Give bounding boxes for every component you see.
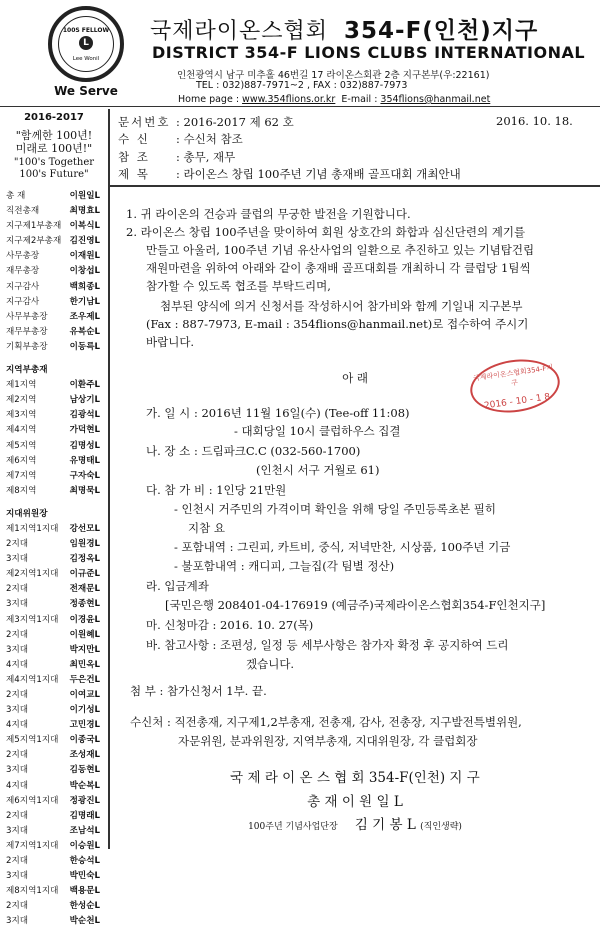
sidebar-name: 박지만L <box>69 644 100 655</box>
sidebar-name: 가덕현L <box>69 425 100 436</box>
sidebar-name: 한성순L <box>69 901 100 912</box>
chair-name: 김 기 봉 L <box>354 817 416 833</box>
item-date: 가. 일 시 : 2016년 11월 16일(수) (Tee-off 11:08) <box>146 406 410 420</box>
sidebar-name: 조남석L <box>69 825 100 836</box>
home-label: Home page : <box>178 94 243 105</box>
sidebar-name: 이종국L <box>69 735 100 746</box>
sidebar-name: 이기성L <box>69 705 100 716</box>
doc-date: 2016. 10. 18. <box>496 114 573 128</box>
zone-row <box>0 854 108 869</box>
sidebar-name: 백희종L <box>69 281 100 292</box>
sidebar-role: 기획부총장 <box>6 341 48 352</box>
sidebar-name: 이승원L <box>69 840 100 851</box>
zone-row <box>0 869 108 884</box>
paragraph-2-line6: (Fax : 887-7973, E-mail : 354flions@hanmail.net)로 접수하여 주시기 <box>146 317 529 331</box>
item-place: 나. 장 소 : 드림파크C.C (032-560-1700) <box>146 444 361 458</box>
sidebar-role: 지구제2부총재 <box>6 236 62 247</box>
sidebar-name: 강선모L <box>69 523 100 534</box>
sidebar-name: 이재원L <box>69 251 100 262</box>
sidebar-role: 사무부총장 <box>6 311 48 322</box>
sidebar-role: 사무총장 <box>6 251 40 262</box>
sidebar-name: 최민옥L <box>69 659 100 670</box>
zone-row <box>0 628 108 643</box>
officer-sidebar <box>0 109 110 927</box>
sidebar-name: 이창섭L <box>69 266 100 277</box>
motto-korean-line2: 미래로 100년!" <box>15 142 93 155</box>
sidebar-name: 김진영L <box>69 236 100 247</box>
officer-row <box>0 264 108 279</box>
zone-row <box>0 643 108 658</box>
item-fee-note-2: 지참 요 <box>188 521 225 535</box>
sidebar-gap <box>0 355 108 363</box>
sidebar-role: 제2지역 <box>6 395 37 406</box>
sidebar-name: 이복식L <box>69 221 100 232</box>
doc-number-label: 문서번호 <box>118 115 171 129</box>
letterhead-phone: TEL : 032)887-7971~2 , FAX : 032)887-7973 <box>196 80 408 91</box>
item-deadline: 마. 신청마감 : 2016. 10. 27(목) <box>146 618 314 632</box>
zone-row <box>0 658 108 673</box>
officer-row <box>0 340 108 355</box>
recipients-line2: 자문위원, 분과위원장, 지역부총재, 지대위원장, 각 클럽회장 <box>178 734 478 748</box>
zone-row <box>0 537 108 552</box>
sidebar-role: 제6지역 <box>6 455 37 466</box>
motto-english-line1: "100's Together <box>13 157 95 168</box>
home-url-link[interactable]: www.354flions.or.kr <box>242 94 336 105</box>
officer-row <box>0 310 108 325</box>
sidebar-name: 한승석L <box>69 856 100 867</box>
sidebar-role: 2지대 <box>6 810 29 821</box>
sidebar-role: 4지대 <box>6 659 29 670</box>
signature-org: 국 제 라 이 온 스 협 회 354-F(인천) 지 구 <box>230 770 480 786</box>
slogan: We Serve <box>54 84 118 98</box>
sidebar-role: 제4지역1지대 <box>6 674 59 685</box>
zone-row <box>0 809 108 824</box>
signature-governor: 총 재 이 원 일 L <box>307 794 403 810</box>
sidebar-name: 김명래L <box>69 810 100 821</box>
zone-row <box>0 552 108 567</box>
sidebar-gap <box>0 499 108 507</box>
stamp-date: 2016 - 10 - 1 8 <box>483 392 551 412</box>
zone-list <box>0 522 108 930</box>
zone-row <box>0 613 108 628</box>
recipient-value: : 수신처 참조 <box>176 132 243 146</box>
region-row <box>0 378 108 393</box>
sidebar-role: 제8지역 <box>6 485 37 496</box>
email-label: E-mail : <box>341 94 381 105</box>
sidebar-role: 3지대 <box>6 825 29 836</box>
sidebar-role: 제3지역 <box>6 410 37 421</box>
received-stamp <box>467 354 563 418</box>
sidebar-name: 정광진L <box>69 795 100 806</box>
zone-row <box>0 839 108 854</box>
chair-note: (직인생략) <box>420 822 462 832</box>
sidebar-role: 2지대 <box>6 750 29 761</box>
paragraph-2-line7: 바랍니다. <box>146 335 195 349</box>
sidebar-name: 임원경L <box>69 539 100 550</box>
title-korean: 국제라이온스협회 <box>150 19 329 44</box>
district-logo <box>48 6 124 82</box>
officer-row <box>0 189 108 204</box>
zone-row <box>0 914 108 929</box>
sidebar-role: 2지대 <box>6 690 29 700</box>
officer-row <box>0 280 108 295</box>
paragraph-2-line3: 재원마련을 위하여 아래와 같이 총재배 골프대회를 개최하니 각 클럽당 1팀씩 <box>146 261 531 275</box>
zone-row <box>0 748 108 763</box>
officer-row <box>0 219 108 234</box>
sidebar-name: 박순천L <box>69 916 100 927</box>
sidebar-name: 이경윤L <box>69 614 100 625</box>
item-account-value: [국민은행 208401-04-176919 (예금주)국제라이온스협회354-F인천지구] <box>165 598 546 612</box>
sidebar-role: 제8지역1지대 <box>6 886 59 897</box>
sidebar-role: 지구제1부총재 <box>6 221 62 232</box>
sidebar-name: 한기남L <box>69 296 100 307</box>
sidebar-role: 2지대 <box>6 901 29 912</box>
sidebar-name: 이동륵L <box>69 341 100 352</box>
sidebar-name: 이원혜L <box>69 629 100 640</box>
sidebar-role: 3지대 <box>6 871 29 882</box>
recipient-label: 수 신 <box>118 132 150 146</box>
sidebar-role: 2지대 <box>6 584 29 595</box>
paragraph-1: 1. 귀 라이온의 건승과 클럽의 무궁한 발전을 기원합니다. <box>126 207 411 221</box>
region-row <box>0 469 108 484</box>
sidebar-role: 재무부총장 <box>6 326 48 337</box>
sidebar-name: 이환주L <box>69 380 100 391</box>
sidebar-role: 2지대 <box>6 856 29 867</box>
officer-row <box>0 295 108 310</box>
email-link[interactable]: 354flions@hanmail.net <box>380 94 491 105</box>
officer-list <box>0 189 108 355</box>
zone-row <box>0 824 108 839</box>
zones-heading: 지대위원장 <box>6 508 48 519</box>
item-account: 라. 입금계좌 <box>146 579 209 593</box>
zone-row <box>0 597 108 612</box>
subject-value: : 라이온스 창립 100주년 기념 총재배 골프대회 개최안내 <box>176 167 461 181</box>
logo-top-text: 100S FELLOW <box>62 27 110 34</box>
attachment-line: 첨 부 : 참가신청서 1부. 끝. <box>130 684 267 698</box>
sidebar-name: 조우제L <box>69 311 100 322</box>
motto-english-line2: 100's Future" <box>19 169 89 180</box>
sidebar-role: 제5지역 <box>6 440 37 451</box>
subject-row <box>118 166 461 182</box>
motto-korean-line1: "함께한 100년! <box>15 129 93 142</box>
sidebar-role: 제7지역1지대 <box>6 840 59 851</box>
sidebar-name: 조성재L <box>69 750 100 761</box>
lions-emblem-icon: L <box>79 36 93 50</box>
sidebar-name: 김정옥L <box>69 554 100 565</box>
sidebar-name: 박순복L <box>69 780 100 791</box>
doc-number-row <box>118 114 294 130</box>
sidebar-role: 3지대 <box>6 644 29 655</box>
zone-row <box>0 718 108 733</box>
sidebar-name: 두은건L <box>69 674 100 685</box>
sidebar-name: 박민숙L <box>69 871 100 882</box>
sidebar-name: 이여교L <box>69 690 100 700</box>
paragraph-2-line5: 첨부된 양식에 의거 신청서를 작성하시어 참가비와 함께 기일내 지구본부 <box>160 299 523 313</box>
sidebar-name: 고민경L <box>69 720 100 731</box>
sidebar-name: 정종현L <box>69 599 100 610</box>
zone-row <box>0 703 108 718</box>
sidebar-role: 재무총장 <box>6 266 40 277</box>
item-note-2: 겠습니다. <box>246 657 295 671</box>
paragraph-2-line4: 참가할 수 있도록 협조를 부탁드리며, <box>146 279 331 293</box>
sidebar-name: 김동현L <box>69 765 100 776</box>
zone-row <box>0 673 108 688</box>
sidebar-role: 제1지역 <box>6 380 37 391</box>
item-note: 바. 참고사항 : 조편성, 일정 등 세부사항은 참가자 확정 후 공지하여 드리 <box>146 638 509 652</box>
reference-label: 참 조 <box>118 150 150 164</box>
sidebar-role: 3지대 <box>6 705 29 716</box>
sidebar-role: 4지대 <box>6 720 29 731</box>
sidebar-name: 유복순L <box>69 326 100 337</box>
zone-row <box>0 899 108 914</box>
zone-row <box>0 522 108 537</box>
officer-row <box>0 325 108 340</box>
sidebar-name: 전재문L <box>69 584 100 595</box>
paragraph-2-line1: 2. 라이온스 창립 100주년을 맞이하여 회원 상호간의 화합과 심신단련의 계기를 <box>126 225 526 239</box>
region-list <box>0 378 108 499</box>
region-row <box>0 454 108 469</box>
item-place-sub: (인천시 서구 거월로 61) <box>256 463 380 477</box>
zone-row <box>0 582 108 597</box>
letterhead-web <box>178 94 490 105</box>
item-fee: 다. 참 가 비 : 1인당 21만원 <box>146 483 287 497</box>
regions-heading: 지역부총재 <box>6 365 48 376</box>
sidebar-role: 총 재 <box>6 191 26 201</box>
sidebar-role: 지구감사 <box>6 281 40 292</box>
title-code: 354-F(인천)지구 <box>344 18 539 44</box>
sidebar-role: 제5지역1지대 <box>6 735 59 746</box>
letterhead-address: 인천광역시 남구 미추홀 46번길 17 라이온스회관 2층 지구본부(우:22161) <box>177 70 490 81</box>
sidebar-role: 제3지역1지대 <box>6 614 59 625</box>
sidebar-role: 제4지역 <box>6 425 37 436</box>
recipient-row <box>118 131 243 147</box>
sidebar-role: 직전총재 <box>6 206 40 217</box>
sidebar-role: 3지대 <box>6 916 29 927</box>
region-row <box>0 484 108 499</box>
sidebar-year: 2016-2017 <box>24 112 84 123</box>
stamp-text: 국제라이온스협회354-F지구 <box>472 363 554 388</box>
paragraph-2-line2: 만들고 아울러, 100주년 기념 유산사업의 일환으로 추진하고 있는 기념탑건립 <box>146 243 535 257</box>
sidebar-role: 제2지역1지대 <box>6 569 59 580</box>
region-row <box>0 439 108 454</box>
sidebar-role: 4지대 <box>6 780 29 791</box>
sidebar-role: 2지대 <box>6 539 29 550</box>
sidebar-name: 최명묵L <box>69 485 100 496</box>
sidebar-name: 김명성L <box>69 440 100 451</box>
zone-row <box>0 567 108 582</box>
reference-row <box>118 149 235 165</box>
chair-role: 100주년 기념사업단장 <box>248 822 338 832</box>
officer-row <box>0 234 108 249</box>
letterhead-english-title: DISTRICT 354-F LIONS CLUBS INTERNATIONAL <box>152 43 586 62</box>
signature-chair <box>110 813 600 833</box>
region-row <box>0 423 108 438</box>
sidebar-role: 지구감사 <box>6 296 40 307</box>
recipients-line1: 수신처 : 직전총재, 지구제1,2부총재, 전총재, 감사, 전총장, 지구발전특별위원, <box>130 715 522 729</box>
meta-divider <box>110 185 600 187</box>
sidebar-name: 유명태L <box>69 455 100 466</box>
sidebar-role: 제6지역1지대 <box>6 795 59 806</box>
sidebar-gap <box>0 181 108 189</box>
subject-label: 제 목 <box>118 167 150 181</box>
item-fee-included: - 포함내역 : 그린피, 카트비, 중식, 저녁만찬, 시상품, 100주년 기금 <box>174 540 511 554</box>
sidebar-name: 남상기L <box>69 395 100 406</box>
sidebar-role: 3지대 <box>6 554 29 565</box>
zone-row <box>0 779 108 794</box>
region-row <box>0 393 108 408</box>
sidebar-role: 3지대 <box>6 599 29 610</box>
doc-number-value: : 2016-2017 제 62 호 <box>176 115 294 129</box>
letterhead-divider <box>0 106 600 107</box>
zone-row <box>0 733 108 748</box>
sidebar-role: 제1지역1지대 <box>6 523 59 534</box>
sidebar-role: 제7지역 <box>6 470 37 481</box>
logo-bottom-text: Lee Wonil <box>72 56 100 62</box>
sidebar-role: 2지대 <box>6 629 29 640</box>
region-row <box>0 408 108 423</box>
sidebar-name: 최명효L <box>69 206 100 217</box>
motto-korean <box>0 129 108 155</box>
motto-english <box>0 157 108 181</box>
reference-value: : 총무, 재무 <box>176 150 236 164</box>
letterhead-title <box>150 12 538 45</box>
sidebar-name: 이원일L <box>69 191 100 201</box>
sidebar-name: 백용문L <box>69 886 100 897</box>
zone-row <box>0 688 108 703</box>
officer-row <box>0 204 108 219</box>
below-heading: 아 래 <box>342 371 368 385</box>
sidebar-role: 3지대 <box>6 765 29 776</box>
sidebar-name: 김광석L <box>69 410 100 421</box>
sidebar-name: 이규준L <box>69 569 100 580</box>
item-date-sub: - 대회당일 10시 클럽하우스 집결 <box>234 424 401 438</box>
zone-row <box>0 884 108 899</box>
officer-row <box>0 249 108 264</box>
item-fee-note: - 인천시 거주민의 가격이며 확인을 위해 당일 주민등록초본 필히 <box>174 502 496 516</box>
sidebar-name: 구자숙L <box>69 470 100 481</box>
zone-row <box>0 763 108 778</box>
item-fee-excluded: - 불포함내역 : 캐디피, 그늘집(각 팀별 정산) <box>174 559 395 573</box>
zone-row <box>0 794 108 809</box>
